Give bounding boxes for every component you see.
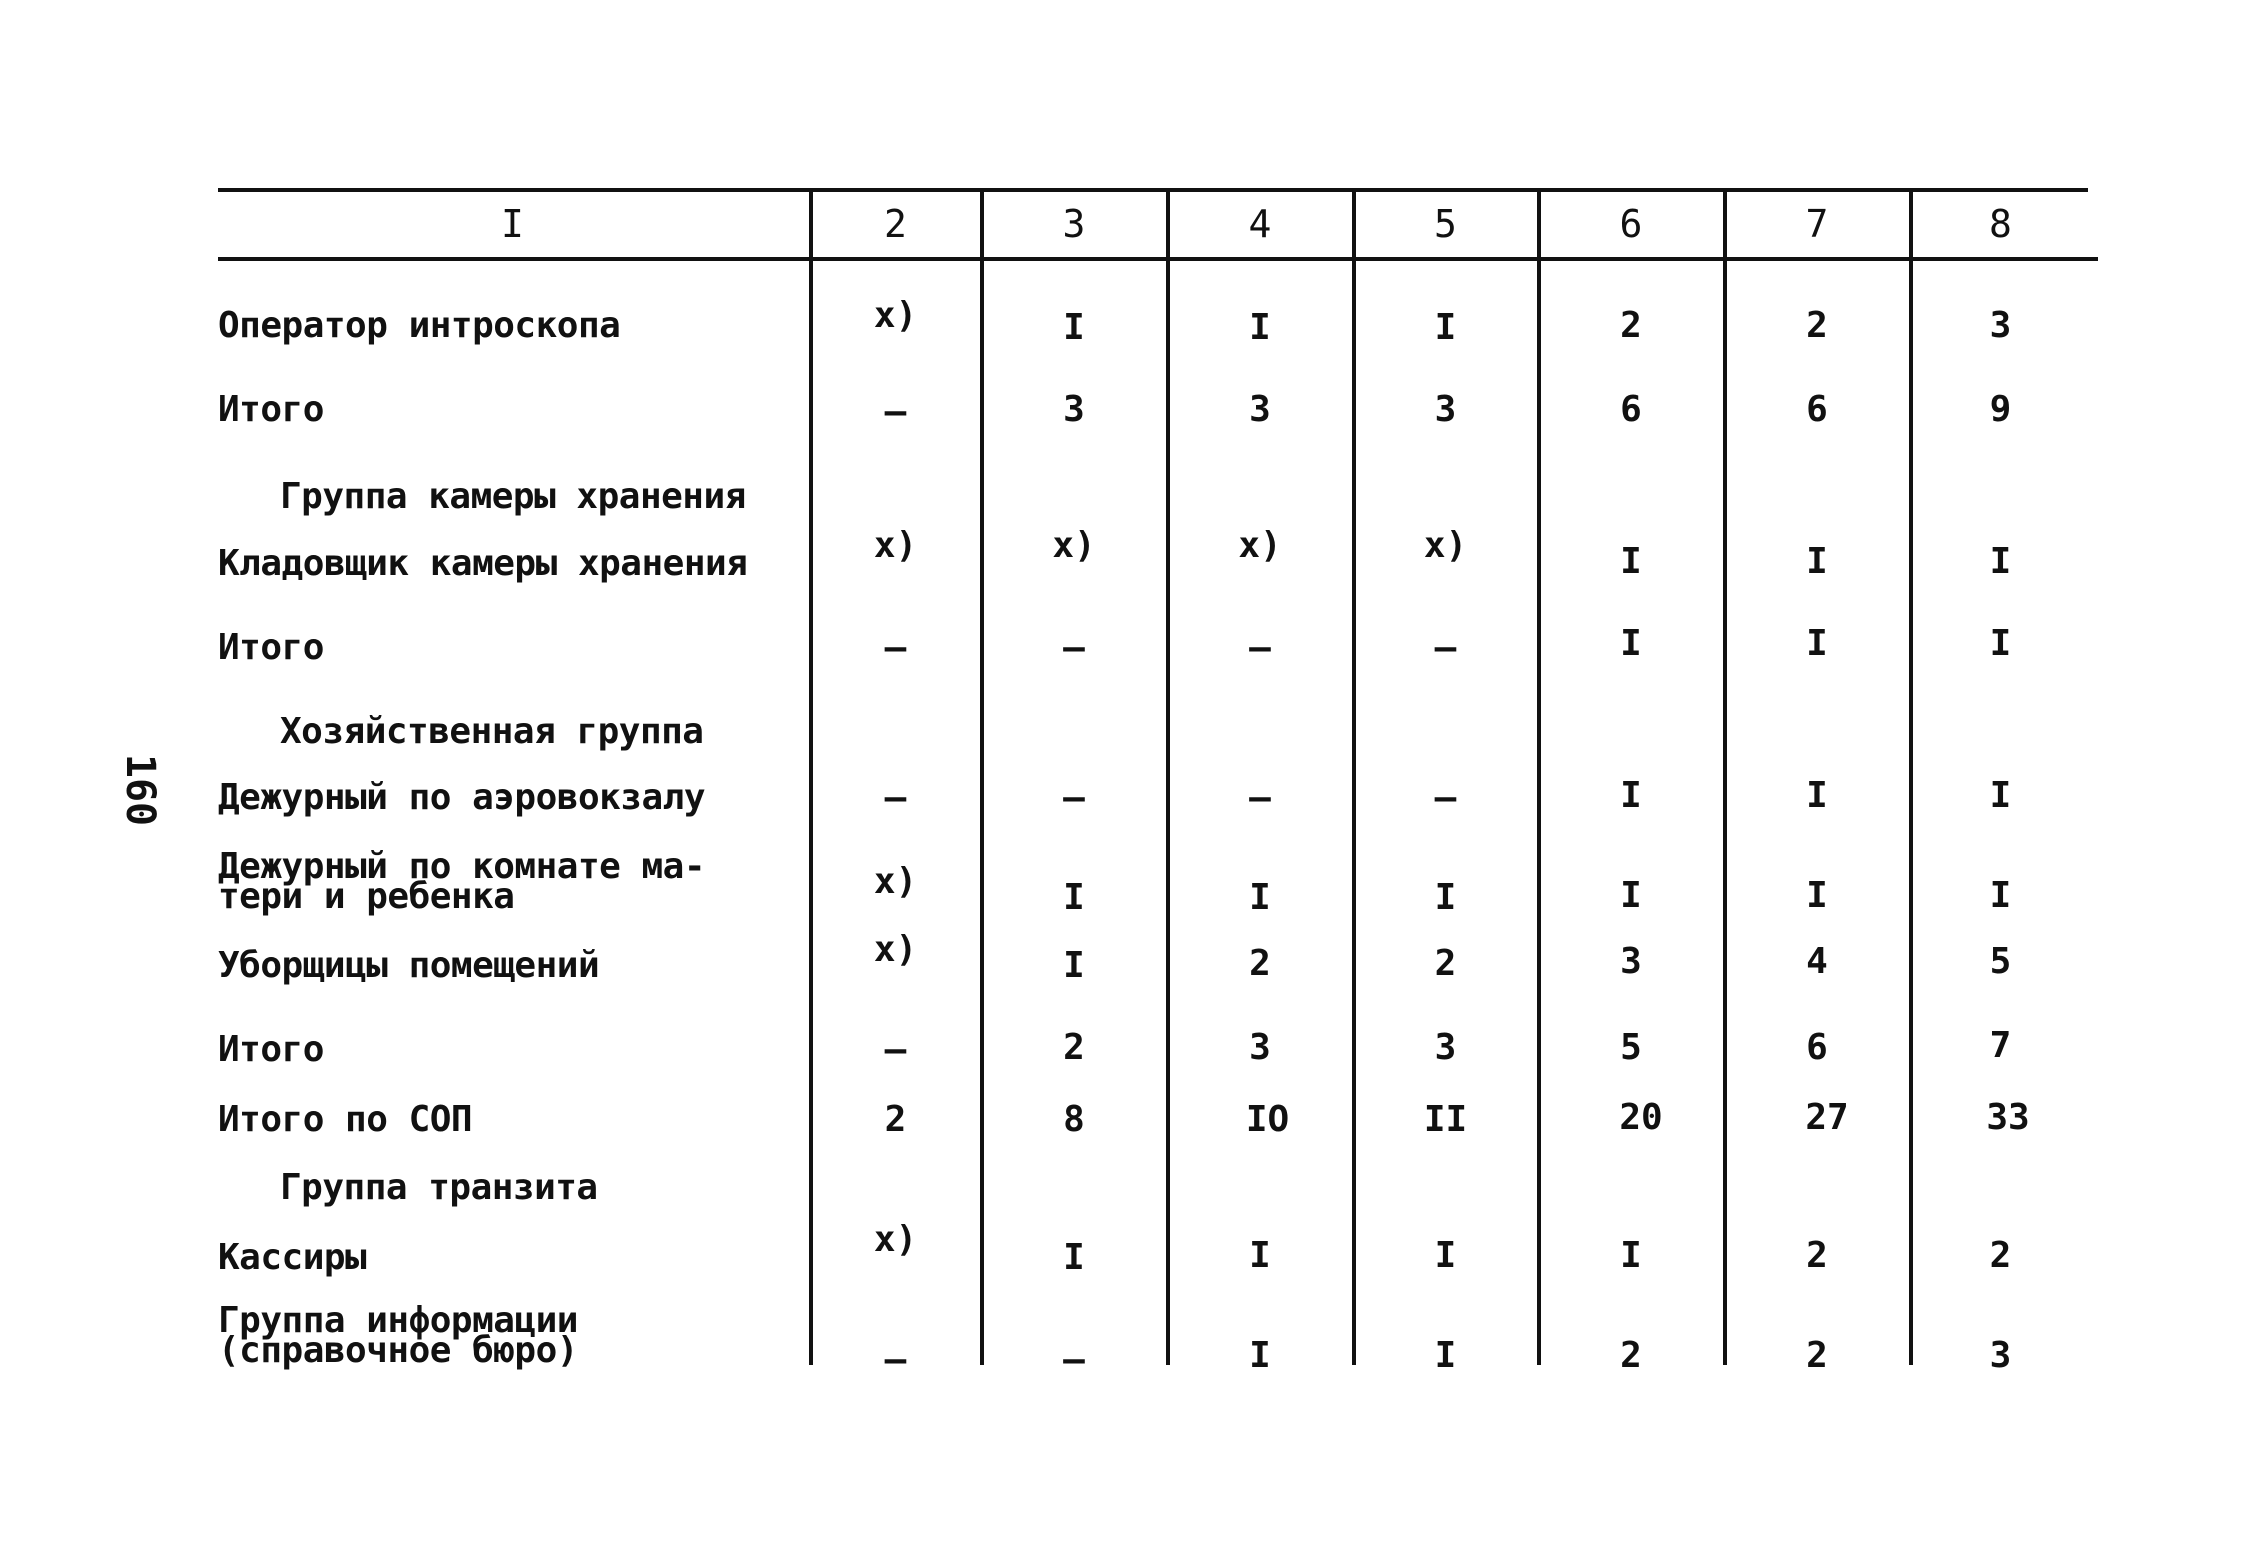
header-col-7: 7	[1805, 202, 1829, 246]
row-label: Оператор интроскопа	[218, 305, 621, 346]
row-value: 6	[1806, 1027, 1828, 1068]
row-value: –	[1434, 627, 1457, 668]
row-value: I	[1620, 541, 1642, 582]
row-value: x)	[873, 861, 918, 902]
row-value: 3	[1989, 305, 2012, 346]
header-col-4: 4	[1248, 202, 1272, 246]
table-top-rule	[218, 188, 2088, 192]
row-value: I	[1806, 775, 1828, 816]
row-value: 3	[1989, 1335, 2012, 1376]
row-value: I	[1989, 775, 2012, 816]
row-value: 2	[1434, 943, 1457, 984]
row-value: –	[884, 391, 907, 432]
row-value: I	[1063, 307, 1085, 348]
column-divider	[1166, 190, 1170, 1365]
row-label: Уборщицы помещений	[218, 945, 600, 986]
row-value: 2	[1620, 1335, 1642, 1376]
row-value: 2	[1806, 1335, 1828, 1376]
row-value: x)	[1238, 525, 1282, 566]
column-divider	[1352, 190, 1356, 1365]
header-col-2: 2	[884, 202, 907, 246]
row-value: –	[884, 627, 907, 668]
row-value: 2	[884, 1099, 907, 1140]
row-label: Итого по СОП	[218, 1099, 473, 1140]
row-value: I	[1434, 1235, 1457, 1276]
row-value: I	[1063, 1237, 1085, 1278]
row-value: I	[1620, 623, 1642, 664]
row-label: Итого	[218, 389, 324, 430]
row-value: I	[1806, 623, 1828, 664]
header-col-6: 6	[1619, 202, 1643, 246]
header-col-1: I	[501, 202, 524, 246]
row-value: I	[1620, 775, 1642, 816]
row-value: x)	[1052, 525, 1096, 566]
row-label: Дежурный по комнате ма- тери и ребенка	[218, 846, 705, 917]
row-value: 3	[1434, 1027, 1457, 1068]
row-value: I	[1989, 541, 2012, 582]
row-value: 2	[1620, 305, 1642, 346]
row-value: II	[1423, 1099, 1468, 1140]
row-value: I	[1989, 623, 2012, 664]
header-col-5: 5	[1434, 202, 1457, 246]
row-value: I	[1249, 877, 1271, 918]
row-value: 20	[1619, 1097, 1663, 1138]
section-title: Группа транзита	[280, 1167, 598, 1208]
row-value: –	[884, 1029, 907, 1070]
row-label: Кладовщик камеры хранения	[218, 543, 748, 584]
row-value: x)	[873, 929, 918, 970]
row-value: 2	[1249, 943, 1271, 984]
row-value: 7	[1989, 1025, 2012, 1066]
row-value: 2	[1806, 305, 1828, 346]
row-value: 2	[1989, 1235, 2012, 1276]
row-value: 3	[1249, 389, 1271, 430]
row-label: Группа информации (справочное бюро)	[218, 1300, 578, 1371]
row-value: I	[1249, 307, 1271, 348]
row-value: 3	[1620, 941, 1642, 982]
row-value: I	[1434, 307, 1457, 348]
section-title: Хозяйственная группа	[280, 711, 704, 752]
row-value: 8	[1063, 1099, 1085, 1140]
row-value: x)	[1423, 525, 1468, 566]
row-value: I	[1620, 1235, 1642, 1276]
row-value: 9	[1989, 389, 2012, 430]
row-label: Кассиры	[218, 1237, 367, 1278]
column-divider	[809, 190, 813, 1365]
row-value: –	[1249, 627, 1271, 668]
row-value: 5	[1989, 941, 2012, 982]
row-label: Итого	[218, 627, 324, 668]
row-value: I	[1620, 875, 1642, 916]
row-value: IO	[1245, 1099, 1290, 1140]
row-value: –	[884, 1339, 907, 1380]
row-value: –	[1063, 627, 1085, 668]
row-value: –	[1063, 1339, 1085, 1380]
row-value: 27	[1805, 1097, 1849, 1138]
row-value: 3	[1434, 389, 1457, 430]
row-value: I	[1806, 541, 1828, 582]
row-value: x)	[873, 295, 918, 336]
row-value: 3	[1063, 389, 1085, 430]
row-value: –	[1249, 777, 1271, 818]
row-value: 2	[1806, 1235, 1828, 1276]
row-value: I	[1806, 875, 1828, 916]
row-value: x)	[873, 1219, 918, 1260]
row-value: 6	[1620, 389, 1642, 430]
row-value: –	[884, 777, 907, 818]
row-label: Итого	[218, 1029, 324, 1070]
row-value: 2	[1063, 1027, 1085, 1068]
row-value: I	[1989, 875, 2012, 916]
row-label: Дежурный по аэровокзалу	[218, 777, 705, 818]
row-value: I	[1434, 877, 1457, 918]
column-divider	[980, 190, 984, 1365]
row-value: x)	[873, 525, 918, 566]
row-value: –	[1434, 777, 1457, 818]
row-value: 3	[1249, 1027, 1271, 1068]
row-value: I	[1249, 1235, 1271, 1276]
row-value: 5	[1620, 1027, 1642, 1068]
row-value: I	[1249, 1335, 1271, 1376]
row-value: I	[1063, 877, 1085, 918]
row-value: I	[1063, 945, 1085, 986]
row-value: –	[1063, 777, 1085, 818]
header-col-3: 3	[1062, 202, 1086, 246]
header-col-8: 8	[1989, 202, 2012, 246]
table-header-rule	[218, 257, 2098, 261]
row-value: 6	[1806, 389, 1828, 430]
row-value: I	[1434, 1335, 1457, 1376]
page-number: 160	[117, 753, 163, 827]
section-title: Группа камеры хранения	[280, 476, 746, 517]
row-value: 33	[1986, 1097, 2030, 1138]
row-value: 4	[1806, 941, 1828, 982]
